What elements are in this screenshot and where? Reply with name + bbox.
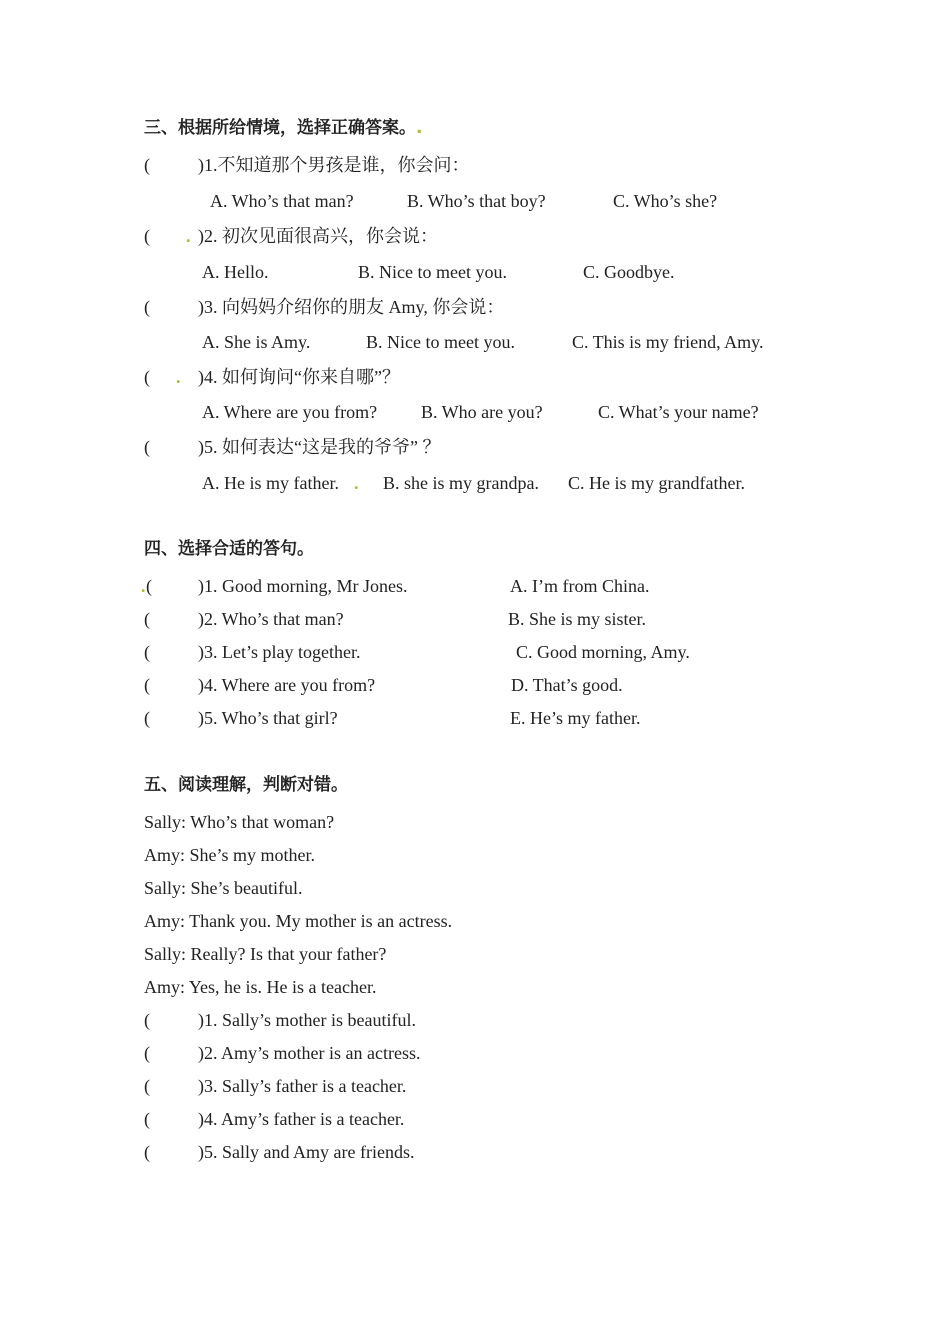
dialogue-line: Sally: Who’s that woman? — [144, 812, 335, 832]
answer-blank[interactable]: ( — [144, 642, 150, 662]
option-b: B. Who’s that boy? — [407, 191, 546, 211]
answer-blank[interactable]: ( — [144, 437, 150, 457]
option-b: B. Nice to meet you. — [358, 262, 507, 282]
judgment-statement: )2. Amy’s mother is an actress. — [198, 1043, 421, 1063]
answer-blank[interactable]: ( — [144, 297, 150, 317]
question-stem: )2. 初次见面很高兴，你会说： — [198, 226, 438, 246]
option-a: A. He is my father. — [202, 473, 339, 493]
answer-blank[interactable]: ( — [144, 1043, 150, 1063]
answer-blank[interactable]: ( — [146, 576, 152, 596]
answer-blank[interactable]: ( — [144, 226, 150, 246]
option-b: B. she is my grandpa. — [383, 473, 539, 493]
dialogue-line: Amy: Yes, he is. He is a teacher. — [144, 977, 377, 997]
judgment-statement: )4. Amy’s father is a teacher. — [198, 1109, 405, 1129]
decorative-dot: . — [176, 367, 181, 387]
answer-blank[interactable]: ( — [144, 1076, 150, 1096]
option-a: A. She is Amy. — [202, 332, 311, 352]
question-stem: )1.不知道那个男孩是谁，你会问： — [198, 155, 470, 175]
section4-title: 四、选择合适的答句。 — [144, 539, 314, 559]
prompt-sentence: )1. Good morning, Mr Jones. — [198, 576, 408, 596]
question-stem: )4. 如何询问“你来自哪”？ — [198, 367, 400, 387]
judgment-statement: )3. Sally’s father is a teacher. — [198, 1076, 407, 1096]
section5-title: 五、阅读理解，判断对错。 — [144, 775, 348, 795]
answer-blank[interactable]: ( — [144, 155, 150, 175]
judgment-statement: )1. Sally’s mother is beautiful. — [198, 1010, 416, 1030]
decorative-dot: . — [416, 118, 423, 138]
question-stem: )5. 如何表达“这是我的爷爷” ？ — [198, 437, 441, 457]
answer-option: D. That’s good. — [511, 675, 623, 695]
option-c: C. Who’s she? — [613, 191, 718, 211]
answer-blank[interactable]: ( — [144, 609, 150, 629]
answer-blank[interactable]: ( — [144, 1010, 150, 1030]
option-a: A. Hello. — [202, 262, 269, 282]
answer-option: E. He’s my father. — [510, 708, 641, 728]
decorative-dot: . — [354, 473, 359, 493]
prompt-sentence: )2. Who’s that man? — [198, 609, 344, 629]
option-a: A. Where are you from? — [202, 402, 378, 422]
option-c: C. This is my friend, Amy. — [572, 332, 764, 352]
answer-option: C. Good morning, Amy. — [516, 642, 690, 662]
dialogue-line: Sally: Really? Is that your father? — [144, 944, 387, 964]
prompt-sentence: )3. Let’s play together. — [198, 642, 361, 662]
option-c: C. He is my grandfather. — [568, 473, 745, 493]
prompt-sentence: )5. Who’s that girl? — [198, 708, 338, 728]
answer-blank[interactable]: ( — [144, 367, 150, 387]
dialogue-line: Amy: She’s my mother. — [144, 845, 315, 865]
option-b: B. Who are you? — [421, 402, 543, 422]
option-b: B. Nice to meet you. — [366, 332, 515, 352]
answer-blank[interactable]: ( — [144, 1109, 150, 1129]
decorative-dot: . — [186, 226, 191, 246]
judgment-statement: )5. Sally and Amy are friends. — [198, 1142, 415, 1162]
question-stem: )3. 向妈妈介绍你的朋友 Amy, 你会说： — [198, 297, 505, 317]
prompt-sentence: )4. Where are you from? — [198, 675, 376, 695]
answer-option: B. She is my sister. — [508, 609, 647, 629]
dialogue-line: Sally: She’s beautiful. — [144, 878, 303, 898]
option-a: A. Who’s that man? — [210, 191, 354, 211]
answer-blank[interactable]: ( — [144, 1142, 150, 1162]
decorative-dot: . — [141, 576, 146, 596]
answer-option: A. I’m from China. — [510, 576, 650, 596]
section3-title: 三、根据所给情境，选择正确答案。. — [144, 118, 423, 138]
option-c: C. What’s your name? — [598, 402, 759, 422]
answer-blank[interactable]: ( — [144, 675, 150, 695]
option-c: C. Goodbye. — [583, 262, 675, 282]
dialogue-line: Amy: Thank you. My mother is an actress. — [144, 911, 453, 931]
answer-blank[interactable]: ( — [144, 708, 150, 728]
